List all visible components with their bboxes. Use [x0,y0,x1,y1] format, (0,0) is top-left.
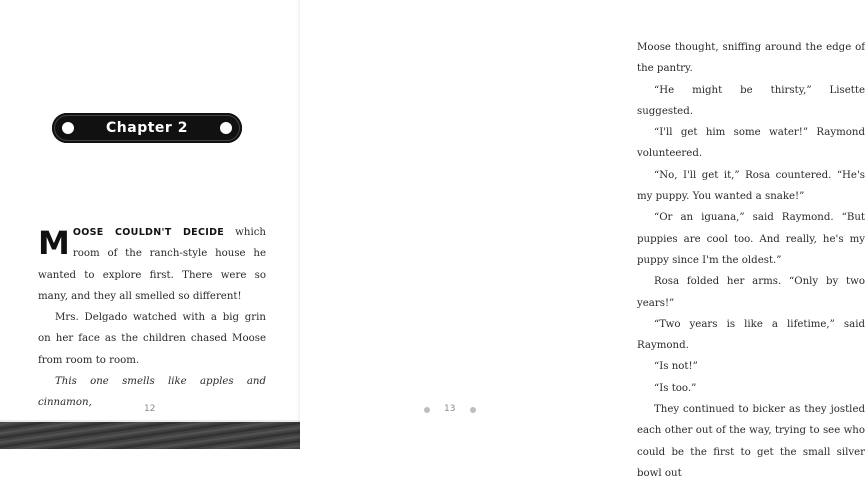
paragraph-r2: “He might be thirsty,” Lisette suggested. [637,84,865,117]
paragraph-r10: They continued to bicker as they jostled each other out of the way, trying to see who could be the first to get the small silver bowl out [637,404,865,479]
paragraph-r5: “Or an iguana,” said Raymond. “But puppies are cool too. And really, he's my puppy since I'm the oldest.” [637,212,865,266]
drop-cap: M [38,224,70,262]
paragraph-3-italic: This one smells like apples and cinnamon, [38,376,266,409]
paragraph-r7: “Two years is like a lifetime,” said Raymond. [637,318,865,352]
paragraph-r4: “No, I'll get it,” Rosa countered. “He's my puppy. You wanted a snake!” [637,169,865,203]
paragraph-1 [38,222,266,307]
left-page [0,0,300,447]
paragraph-2: Mrs. Delgado watched with a big grin on her face as the children chased Moose from room to room. [38,312,266,366]
page-dot-right-icon [470,407,476,413]
paragraph-r9: “Is too.” [654,382,697,394]
wood-edge [0,420,300,449]
page-number-left: 12 [144,404,156,414]
paragraph-1-rest: which room of the ranch-style house he wanted to explore first. There were so many, and they all smelled so different! [38,227,266,302]
paragraph-r1: Moose thought, sniffing around the edge of the pantry. [637,42,865,75]
left-page-text [38,222,266,414]
paragraph-r6: Rosa folded her arms. “Only by two years!” [637,276,865,309]
chapter-plaque [52,113,242,143]
page-number-right: 13 [444,404,456,414]
right-page-text [637,37,865,484]
right-page [300,0,865,479]
chapter-lead-in: OOSE COULDN'T DECIDE [72,227,225,238]
chapter-title: Chapter 2 [106,120,188,136]
plaque-hole-right-icon [218,120,234,136]
paragraph-r8: “Is not!” [654,361,698,373]
paragraph-r3: “I'll get him some water!” Raymond volunteered. [637,127,865,160]
page-dot-left-icon [424,407,430,413]
